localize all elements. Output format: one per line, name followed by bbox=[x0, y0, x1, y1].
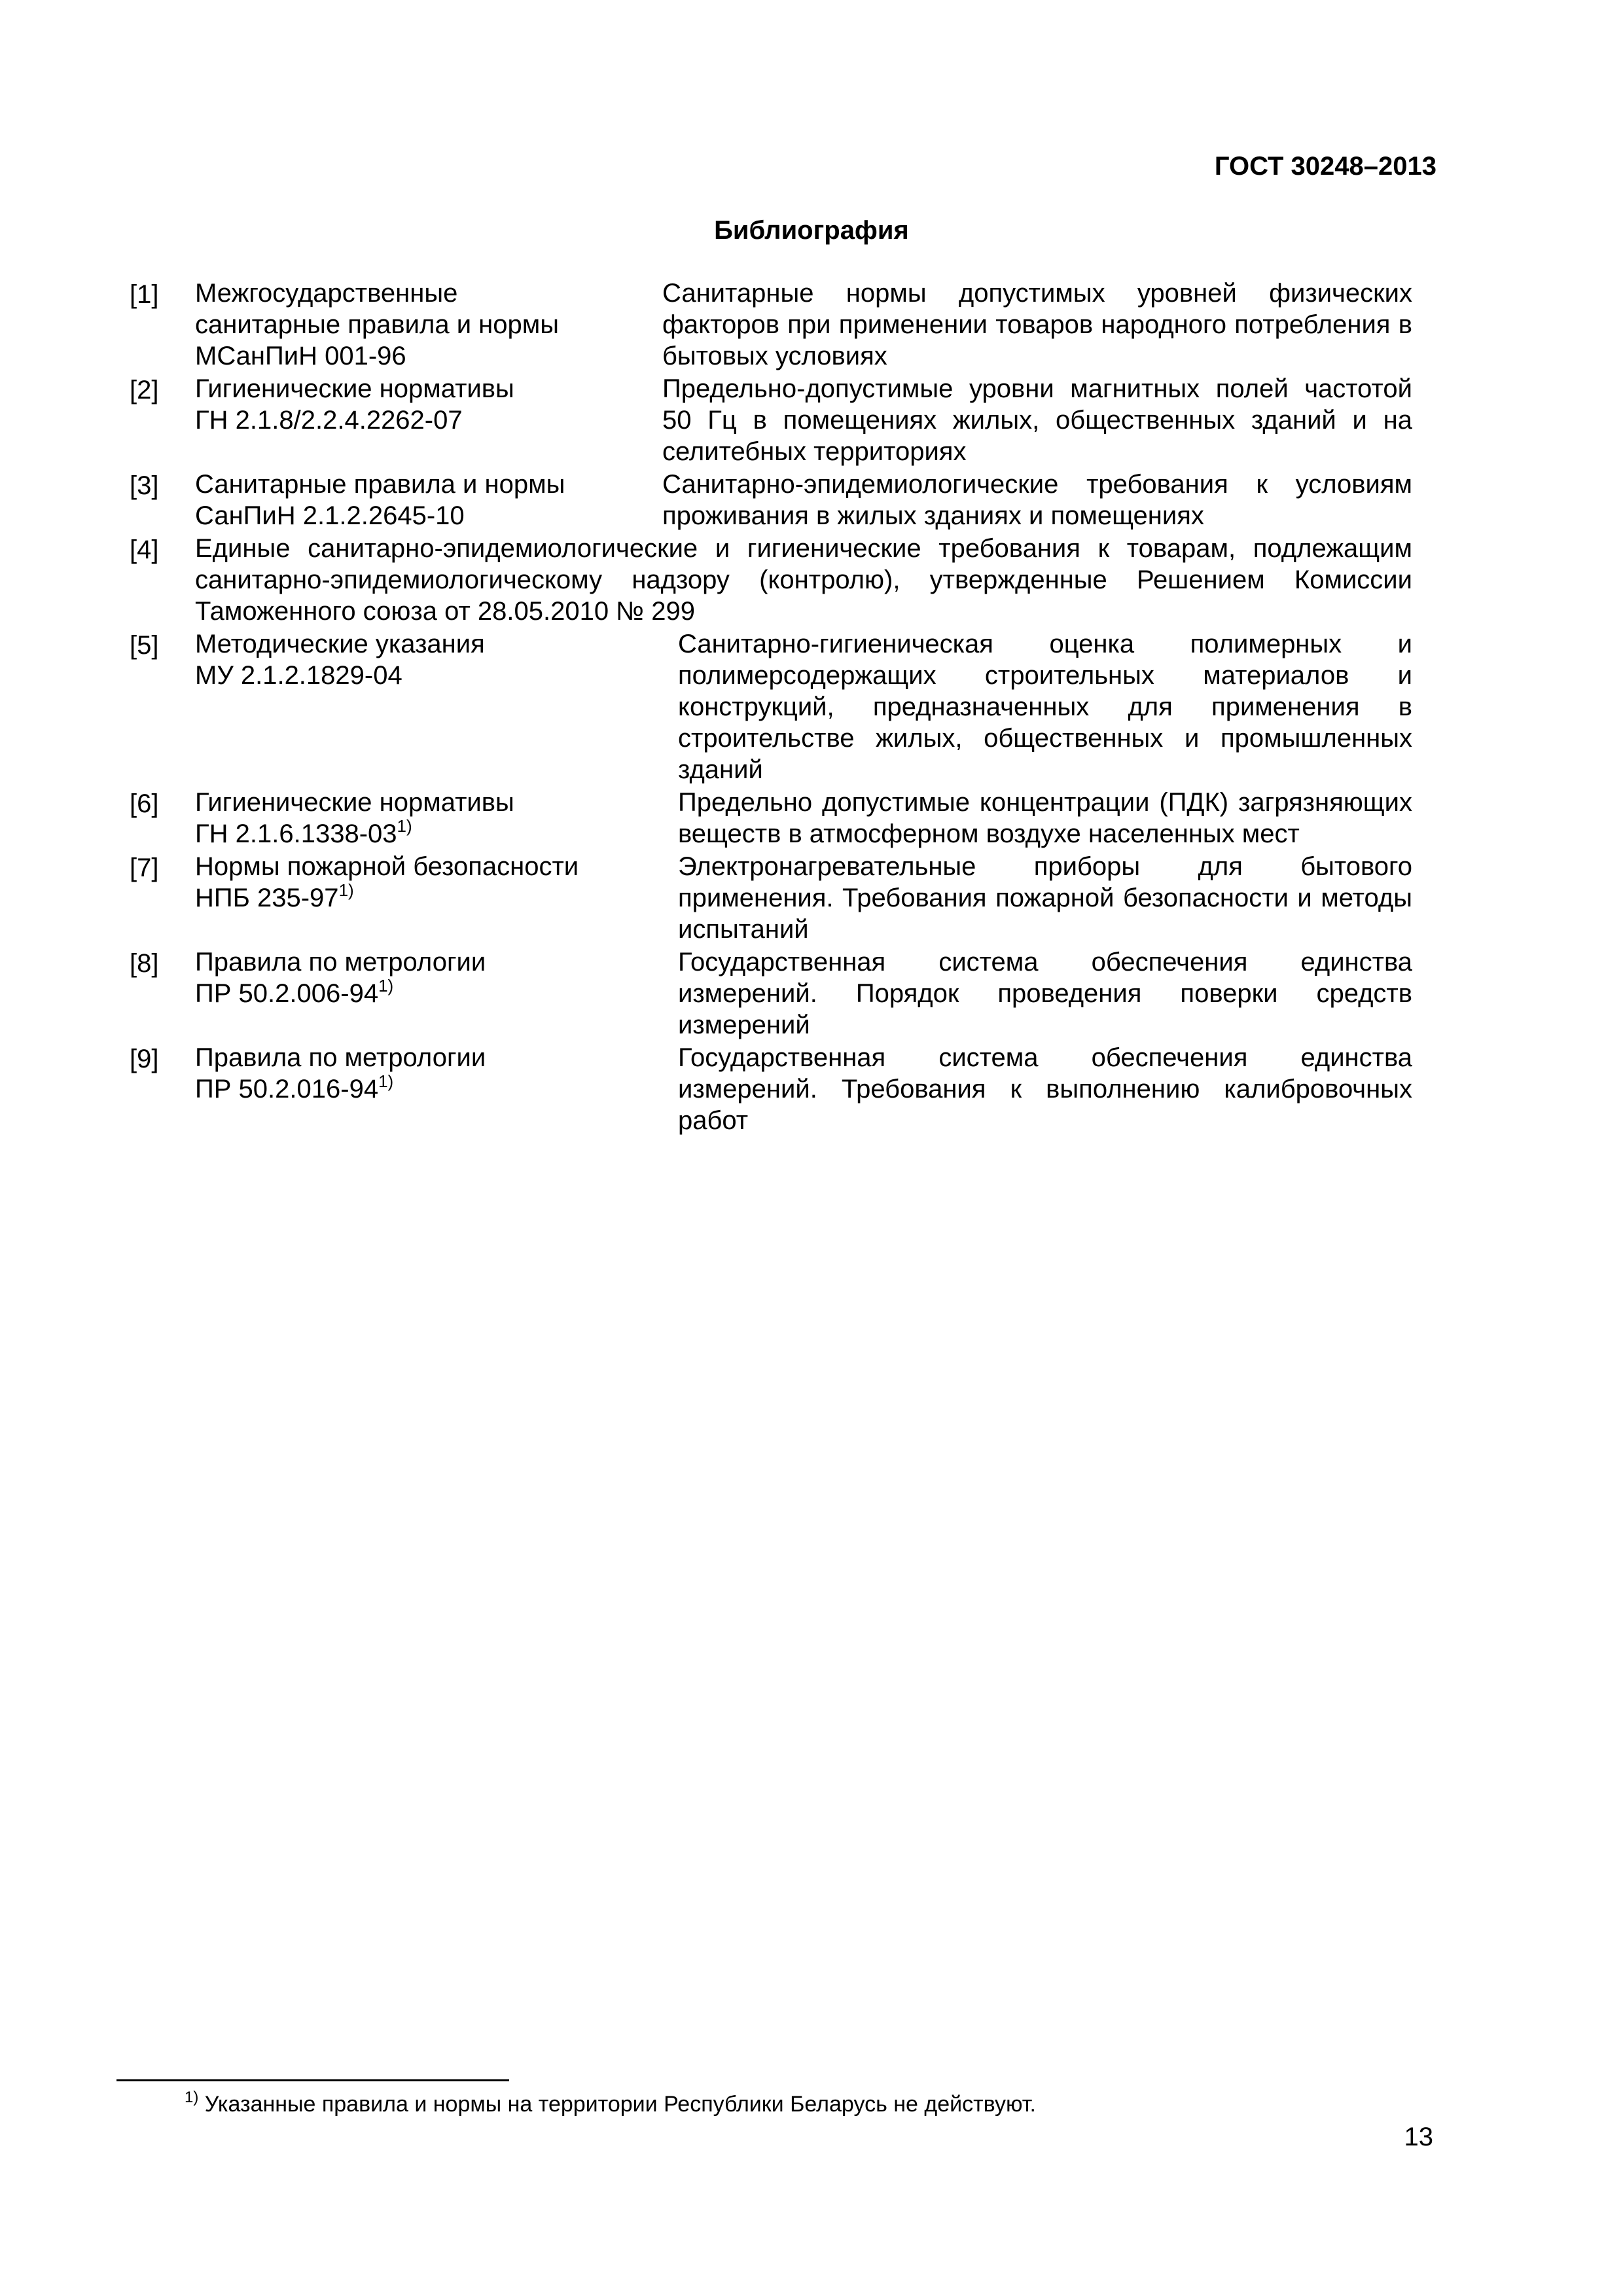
entry-description: Предельно-допустимые уровни магнитных полей частотой 50 Гц в помещениях жилых, общественных зданий и на селитебных территориях bbox=[662, 374, 1412, 466]
entry-description: Санитарно-гигиеническая оценка полимерных и полимерсодержащих строительных материалов и конструкций, предназначенных для применения в строительстве жилых, общественных и промышленных зданий bbox=[678, 630, 1412, 784]
bibliography-list bbox=[130, 278, 1412, 1138]
entry-number: [1] bbox=[130, 280, 159, 309]
bibliography-entry-5 bbox=[130, 628, 1412, 785]
entry-source-line: Нормы пожарной безопасности bbox=[195, 852, 579, 881]
entry-source bbox=[195, 851, 653, 914]
entry-source bbox=[195, 946, 653, 1009]
entry-number: [6] bbox=[130, 789, 159, 818]
entry-description: Государственная система обеспечения единства измерений. Порядок проведения поверки средств измерений bbox=[678, 948, 1412, 1039]
footnote-marker: 1) bbox=[185, 2089, 199, 2106]
footnote-marker: 1) bbox=[338, 880, 354, 900]
entry-source bbox=[195, 469, 653, 531]
entry-source-line: Методические указания bbox=[195, 630, 485, 658]
entry-source-line: МУ 2.1.2.1829-04 bbox=[195, 661, 402, 690]
footnote-marker: 1) bbox=[378, 976, 394, 996]
entry-source-line bbox=[195, 818, 653, 850]
entry-source-line: СанПиН 2.1.2.2645-10 bbox=[195, 501, 465, 530]
entry-description: Электронагревательные приборы для бытового применения. Требования пожарной безопасности и методы испытаний bbox=[678, 852, 1412, 944]
bibliography-entry-4 bbox=[130, 533, 1412, 627]
bibliography-entry-9 bbox=[130, 1042, 1412, 1136]
entry-description: Санитарно-эпидемиологические требования к условиям проживания в жилых зданиях и помещениях bbox=[662, 470, 1412, 530]
bibliography-entry-3 bbox=[130, 469, 1412, 531]
section-title: Библиография bbox=[714, 216, 909, 245]
entry-description: Государственная система обеспечения единства измерений. Требования к выполнению калибровочных работ bbox=[678, 1043, 1412, 1135]
entry-source-line: Гигиенические нормативы bbox=[195, 788, 514, 817]
entry-source-line: МСанПиН 001-96 bbox=[195, 342, 406, 370]
entry-number: [3] bbox=[130, 471, 159, 500]
entry-source bbox=[195, 278, 653, 372]
entry-number: [8] bbox=[130, 949, 159, 978]
entry-source bbox=[195, 1042, 653, 1105]
entry-source-code: НПБ 235-97 bbox=[195, 884, 339, 912]
document-code: ГОСТ 30248–2013 bbox=[1214, 152, 1436, 181]
footnote-marker: 1) bbox=[378, 1071, 394, 1091]
entry-description: Предельно допустимые концентрации (ПДК) загрязняющих веществ в атмосферном воздухе населенных мест bbox=[678, 788, 1412, 848]
footnote-separator bbox=[116, 2079, 509, 2081]
entry-source-line: Правила по метрологии bbox=[195, 1043, 486, 1072]
entry-source-line bbox=[195, 1073, 653, 1105]
bibliography-entry-6 bbox=[130, 787, 1412, 850]
entry-source-line: санитарные правила и нормы bbox=[195, 310, 559, 339]
entry-source-code: ГН 2.1.6.1338-03 bbox=[195, 819, 397, 848]
entry-source bbox=[195, 373, 653, 436]
bibliography-entry-1 bbox=[130, 278, 1412, 372]
entry-source-code: ПР 50.2.006-94 bbox=[195, 979, 379, 1008]
entry-source-line: ГН 2.1.8/2.2.4.2262-07 bbox=[195, 406, 463, 435]
bibliography-entry-8 bbox=[130, 946, 1412, 1041]
entry-number: [5] bbox=[130, 631, 159, 660]
entry-source-line bbox=[195, 978, 653, 1009]
bibliography-entry-2 bbox=[130, 373, 1412, 467]
entry-source-line: Гигиенические нормативы bbox=[195, 374, 514, 403]
footnote-text: Указанные правила и нормы на территории Республики Беларусь не действуют. bbox=[204, 2092, 1036, 2117]
footnote-marker: 1) bbox=[397, 816, 412, 836]
entry-number: [7] bbox=[130, 853, 159, 882]
entry-source-line: Межгосударственные bbox=[195, 279, 458, 308]
entry-number: [9] bbox=[130, 1045, 159, 1073]
entry-source-line bbox=[195, 882, 653, 914]
entry-number: [4] bbox=[130, 535, 159, 564]
entry-source bbox=[195, 628, 653, 691]
footnote bbox=[185, 2089, 1036, 2117]
entry-full-text: Единые санитарно-эпидемиологические и гигиенические требования к товарам, подлежащим санитарно-эпидемиологическому надзору (контролю), утвержденные Решением Комиссии Таможенного союза от 28.05.2010 № 299 bbox=[195, 534, 1412, 626]
entry-source-line: Правила по метрологии bbox=[195, 948, 486, 977]
page-number: 13 bbox=[1404, 2123, 1433, 2151]
bibliography-entry-7 bbox=[130, 851, 1412, 945]
entry-description: Санитарные нормы допустимых уровней физических факторов при применении товаров народного потребления в бытовых условиях bbox=[662, 279, 1412, 370]
entry-source-line: Санитарные правила и нормы bbox=[195, 470, 565, 499]
entry-number: [2] bbox=[130, 376, 159, 404]
entry-source bbox=[195, 787, 653, 850]
entry-source-code: ПР 50.2.016-94 bbox=[195, 1075, 379, 1103]
